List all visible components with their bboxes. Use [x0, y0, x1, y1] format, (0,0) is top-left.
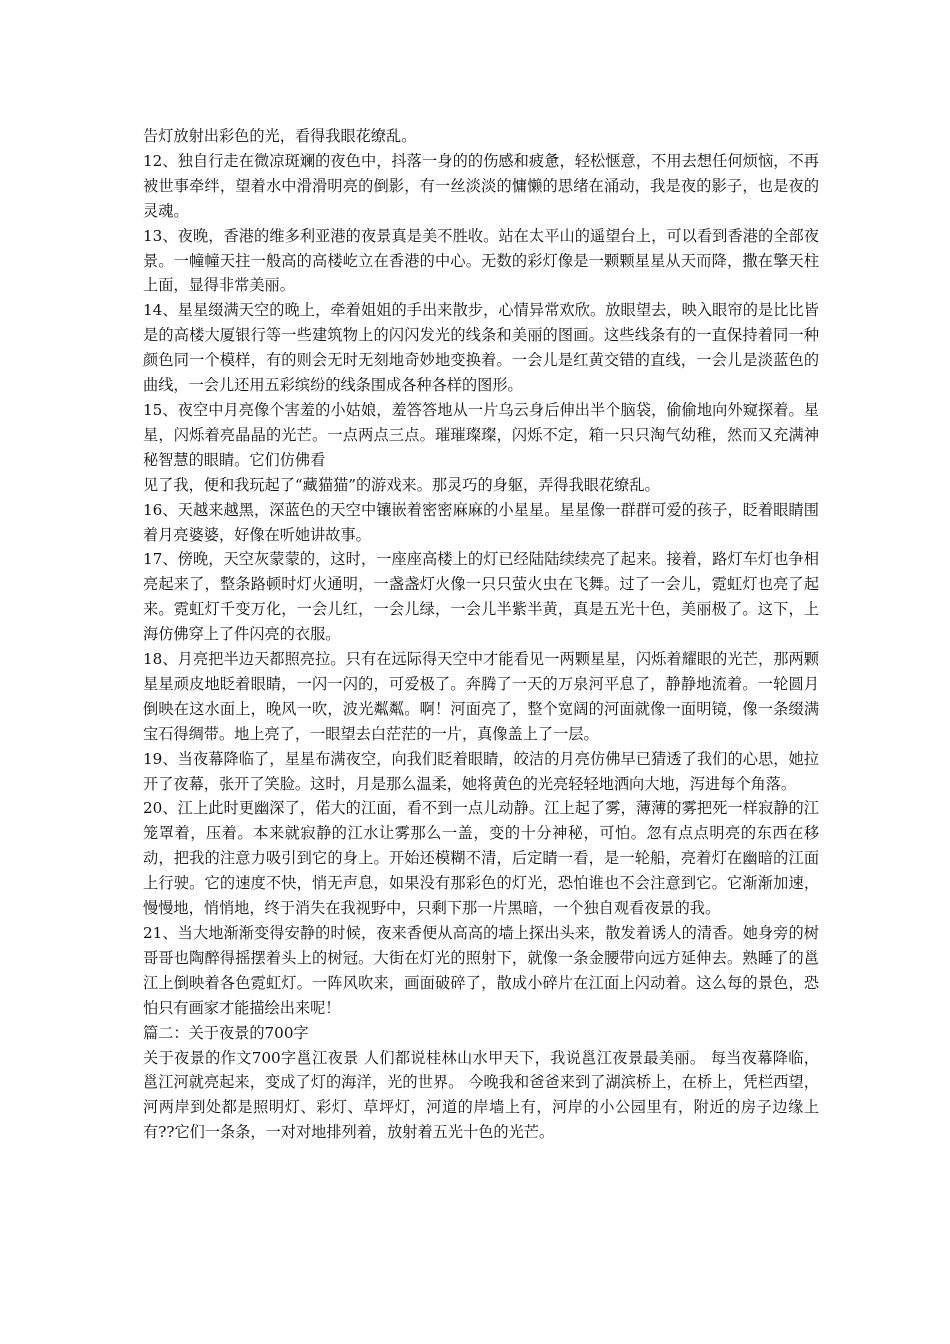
paragraph: 19、当夜幕降临了，星星布满夜空，向我们眨着眼睛，皎洁的月亮仿佛早已猜透了我们的心思，她拉开了夜幕，张开了笑脸。这时，月是那么温柔，她将黄色的光亮轻轻地洒向大地，泻进每个角落。	[143, 749, 819, 793]
paragraph: 14、星星缀满天空的晚上，牵着姐姐的手出来散步，心情异常欢欣。放眼望去，映入眼帘的是比比皆是的高楼大厦银行等一些建筑物上的闪闪发光的线条和美丽的图画。这些线条有的一直保持着同一种颜色同一个模样，有的则会无时无刻地奇妙地变换着。一会儿是红黄交错的直线，一会儿是淡蓝色的曲线，一会儿还用五彩缤纷的线条围成各种各样的图形。	[143, 301, 819, 395]
paragraph: 21、当大地渐渐变得安静的时候，夜来香便从高高的墙上探出头来，散发着诱人的清香。她身旁的树哥哥也陶醉得摇摆着头上的树冠。大街在灯光的照射下，就像一条金腰带向远方延伸去。熟睡了的邕江上倒映着各色霓虹灯。一阵风吹来，画面破碎了，散成小碎片在江面上闪动着。这么每的景色，恐怕只有画家才能描绘出来呢！	[143, 924, 819, 1017]
paragraph: 关于夜景的作文700字邕江夜景 人们都说桂林山水甲天下，我说邕江夜景最美丽。 每当夜幕降临，邕江河就亮起来，变成了灯的海洋，光的世界。 今晚我和爸爸来到了湖滨桥上，在桥上，凭栏西望，河两岸到处都是照明灯、彩灯、草坪灯，河道的岸墙上有，河岸的小公园里有，附近的房子边缘上有??它们一条条，一对对地排列着，放射着五光十色的光芒。	[143, 1048, 819, 1142]
section-heading: 篇二：关于夜景的700字	[143, 1023, 309, 1042]
paragraph: 12、独自行走在微凉斑斓的夜色中，抖落一身的的伤感和疲惫，轻松惬意，不用去想任何烦恼，不再被世事牵绊，望着水中滑滑明亮的倒影，有一丝淡淡的慵懒的思绪在涌动，我是夜的影子，也是夜的灵魂。	[143, 151, 819, 220]
paragraph: 见了我，便和我玩起了“藏猫猫”的游戏来。那灵巧的身躯，弄得我眼花缭乱。	[143, 475, 660, 494]
paragraph: 13、夜晚，香港的维多利亚港的夜景真是美不胜收。站在太平山的遥望台上，可以看到香港的全部夜景。一幢幢天拄一般高的高楼屹立在香港的中心。无数的彩灯像是一颗颗星星从天而降，撒在擎天柱上面，显得非常美丽。	[143, 226, 819, 295]
paragraph: 18、月亮把半边天都照亮拉。只有在远际得天空中才能看见一两颗星星，闪烁着耀眼的光芒，那两颗星星顽皮地眨着眼睛，一闪一闪的，可爱极了。奔腾了一天的万泉河平息了，静静地流着。一轮圆月倒映在这水面上，晚风一吹，波光粼粼。啊！河面亮了，整个宽阔的河面就像一面明镜，像一条缀满宝石得绸带。地上亮了，一眼望去白茫茫的一片，真像盖上了一层。	[143, 650, 819, 743]
paragraph: 16、天越来越黑，深蓝色的天空中镶嵌着密密麻麻的小星星。星星像一群群可爱的孩子，眨着眼睛围着月亮婆婆，好像在听她讲故事。	[143, 500, 819, 544]
paragraph: 15、夜空中月亮像个害羞的小姑娘，羞答答地从一片乌云身后伸出半个脑袋，偷偷地向外窥探着。星星，闪烁着亮晶晶的光芒。一点两点三点。璀璀璨璨，闪烁不定，箱一只只淘气幼稚，然而又充满神秘智慧的眼睛。它们仿佛看	[143, 400, 819, 469]
document-body	[143, 124, 819, 1145]
paragraph: 告灯放射出彩色的光，看得我眼花缭乱。	[143, 127, 417, 145]
paragraph: 17、傍晚，天空灰蒙蒙的，这时，一座座高楼上的灯已经陆陆续续亮了起来。接着，路灯车灯也争相亮起来了，整条路顿时灯火通明，一盏盏灯火像一只只萤火虫在飞舞。过了一会儿，霓虹灯也亮了起来。霓虹灯千变万化，一会儿红，一会儿绿，一会儿半紫半黄，真是五光十色，美丽极了。这下，上海仿佛穿上了件闪亮的衣服。	[143, 550, 819, 644]
paragraph: 20、江上此时更幽深了，偌大的江面，看不到一点儿动静。江上起了雾，薄薄的雾把死一样寂静的江笼罩着，压着。本来就寂静的江水让雾那么一盖，变的十分神秘，可怕。忽有点点明亮的东西在移动，把我的注意力吸引到它的身上。开始还模糊不清，后定睛一看，是一轮船，亮着灯在幽暗的江面上行驶。它的速度不快，悄无声息，如果没有那彩色的灯光，恐怕谁也不会注意到它。它渐渐加速，慢慢地，悄悄地，终于消失在我视野中，只剩下那一片黑暗，一个独自观看夜景的我。	[143, 799, 819, 918]
